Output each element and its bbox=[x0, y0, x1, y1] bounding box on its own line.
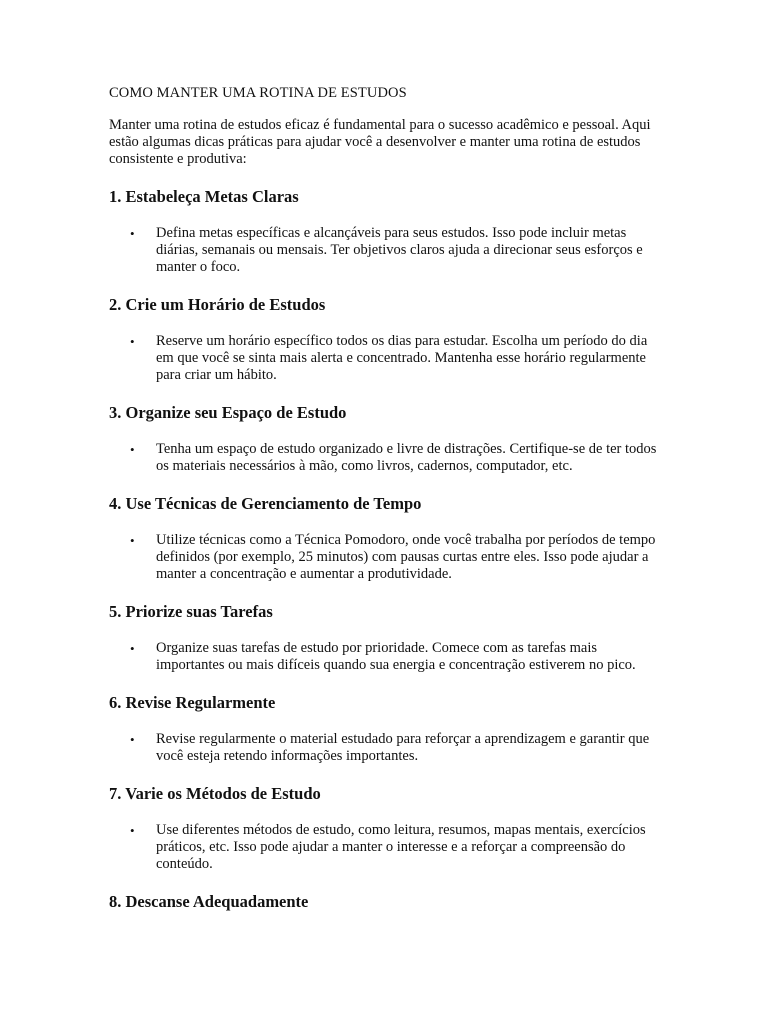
section-heading: 1. Estabeleça Metas Claras bbox=[109, 187, 299, 206]
document-page bbox=[109, 84, 661, 912]
list-item-text: Revise regularmente o material estudado para reforçar a aprendizagem e garantir que você esteja retendo informações importantes. bbox=[156, 731, 650, 764]
section-3 bbox=[109, 403, 661, 475]
section-5 bbox=[109, 602, 661, 674]
bullet-icon: • bbox=[130, 334, 135, 349]
section-heading: 3. Organize seu Espaço de Estudo bbox=[109, 403, 347, 422]
section-heading: 5. Priorize suas Tarefas bbox=[109, 602, 273, 621]
section-4 bbox=[109, 494, 661, 583]
section-heading: 7. Varie os Métodos de Estudo bbox=[109, 784, 321, 803]
bullet-icon: • bbox=[130, 226, 135, 241]
bullet-icon: • bbox=[130, 442, 135, 457]
section-heading: 8. Descanse Adequadamente bbox=[109, 892, 309, 911]
bullet-list bbox=[109, 532, 661, 583]
section-6 bbox=[109, 693, 661, 765]
list-item bbox=[109, 822, 661, 873]
list-item bbox=[109, 532, 661, 583]
section-2 bbox=[109, 295, 661, 384]
list-item bbox=[109, 731, 661, 765]
list-item-text: Tenha um espaço de estudo organizado e livre de distrações. Certifique-se de ter todos os materiais necessários à mão, como livros, cadernos, computador, etc. bbox=[156, 441, 657, 474]
bullet-icon: • bbox=[130, 641, 135, 656]
bullet-list bbox=[109, 225, 661, 276]
bullet-list bbox=[109, 640, 661, 674]
list-item-text: Reserve um horário específico todos os dias para estudar. Escolha um período do dia em que você se sinta mais alerta e concentrado. Mantenha esse horário regularmente para criar um hábito. bbox=[156, 333, 648, 383]
list-item-text: Utilize técnicas como a Técnica Pomodoro, onde você trabalha por períodos de tempo definidos (por exemplo, 25 minutos) com pausas curtas entre eles. Isso pode ajudar a manter a concentração e aumentar a produtividade. bbox=[156, 532, 656, 582]
bullet-list bbox=[109, 441, 661, 475]
list-item-text: Defina metas específicas e alcançáveis para seus estudos. Isso pode incluir metas diárias, semanais ou mensais. Ter objetivos claros ajuda a direcionar seus esforços e manter o foco. bbox=[156, 225, 643, 275]
section-8 bbox=[109, 892, 661, 912]
bullet-list bbox=[109, 731, 661, 765]
list-item-text: Use diferentes métodos de estudo, como leitura, resumos, mapas mentais, exercícios práticos, etc. Isso pode ajudar a manter o interesse e a reforçar a compreensão do conteúdo. bbox=[156, 822, 646, 872]
bullet-list bbox=[109, 333, 661, 384]
document-title: COMO MANTER UMA ROTINA DE ESTUDOS bbox=[109, 85, 407, 101]
bullet-icon: • bbox=[130, 732, 135, 747]
intro-paragraph: Manter uma rotina de estudos eficaz é fundamental para o sucesso acadêmico e pessoal. Aqui estão algumas dicas práticas para ajudar você a desenvolver e manter uma rotina de estudos consistente e produtiva: bbox=[109, 117, 651, 167]
section-7 bbox=[109, 784, 661, 873]
section-heading: 4. Use Técnicas de Gerenciamento de Tempo bbox=[109, 494, 422, 513]
list-item bbox=[109, 441, 661, 475]
section-heading: 2. Crie um Horário de Estudos bbox=[109, 295, 326, 314]
bullet-list bbox=[109, 822, 661, 873]
section-heading: 6. Revise Regularmente bbox=[109, 693, 276, 712]
section-1 bbox=[109, 187, 661, 276]
list-item bbox=[109, 225, 661, 276]
bullet-icon: • bbox=[130, 823, 135, 838]
sections-container bbox=[109, 187, 661, 912]
bullet-icon: • bbox=[130, 533, 135, 548]
list-item bbox=[109, 333, 661, 384]
list-item bbox=[109, 640, 661, 674]
list-item-text: Organize suas tarefas de estudo por prioridade. Comece com as tarefas mais importantes ou mais difíceis quando sua energia e concentração estiverem no pico. bbox=[156, 640, 636, 673]
